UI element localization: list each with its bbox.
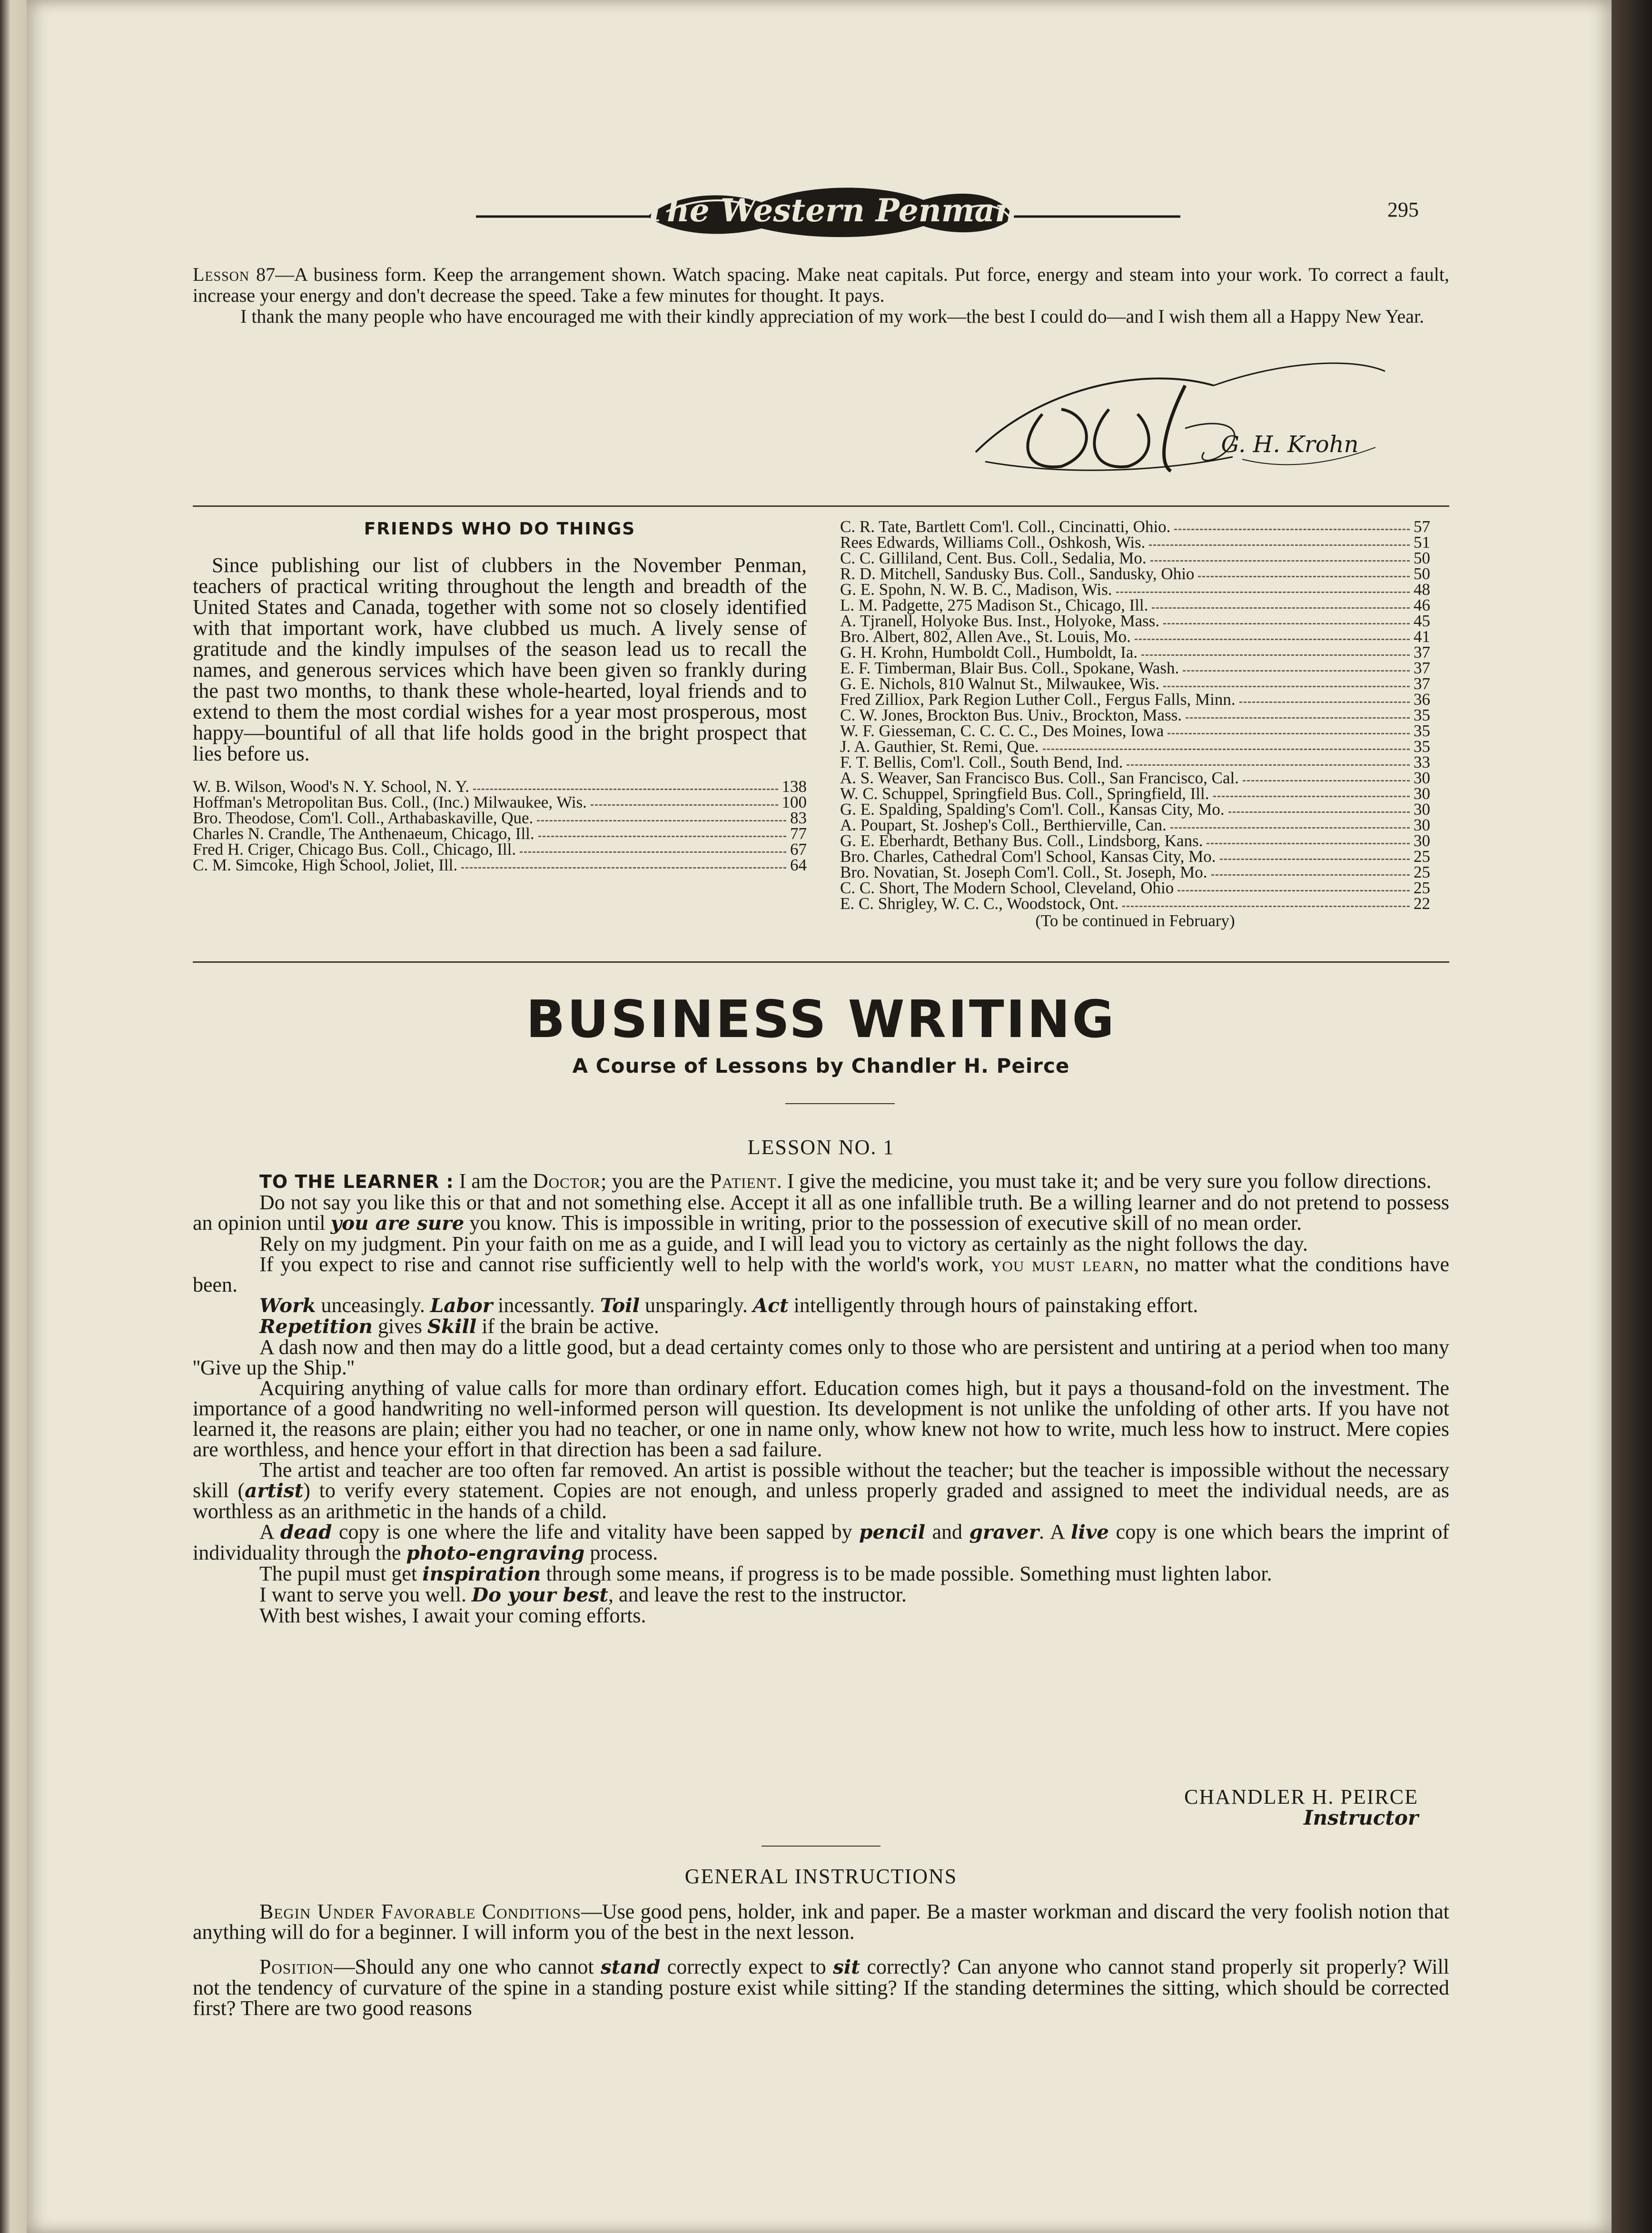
instructor-name: CHANDLER H. PEIRCE bbox=[1184, 1785, 1418, 1808]
list-item: L. M. Padgette, 275 Madison St., Chicago, Ill. 46 bbox=[840, 596, 1430, 614]
list-item: Rees Edwards, Williams Coll., Oshkosh, Wis. 51 bbox=[840, 533, 1430, 552]
paragraph-11: The pupil must get inspiration through some means, if progress is to be made possible. Something must lighten labor. bbox=[259, 1562, 1272, 1585]
list-item: C. W. Jones, Brockton Bus. Univ., Brockton, Mass. 35 bbox=[840, 706, 1430, 724]
lesson-body bbox=[193, 1171, 1449, 1626]
friends-paragraph: Since publishing our list of clubbers in the November Penman, teachers of practical writing throughout the length and breadth of the United States and Canada, together with some not so closely identified with that important work, have clubbed us much. A lively sense of gratitude and the kindly impulses of the season lead us to recall the names, and generous services which have been given so frankly during the past two months, to thank these whole-hearted, loyal friends and to extend to them the most cordial wishes for a year most prosperous, most happy—bountiful of all that life holds good in the bright prospect that lies before us. bbox=[193, 553, 807, 765]
short-rule bbox=[785, 1103, 895, 1104]
paragraph-10: A dead copy is one where the life and vitality have been sapped by pencil and graver. A live copy is one which bears the imprint of individuality through the photo-engraving process. bbox=[193, 1520, 1449, 1564]
divider-top bbox=[193, 505, 1449, 507]
list-item: Bro. Charles, Cathedral Com'l School, Kansas City, Mo. 25 bbox=[840, 847, 1430, 866]
lesson-label: Lesson bbox=[193, 264, 250, 285]
list-item: C. C. Gilliland, Cent. Bus. Coll., Sedalia, Mo. 50 bbox=[840, 549, 1430, 567]
list-item: Hoffman's Metropolitan Bus. Coll., (Inc.) Milwaukee, Wis. 100 bbox=[193, 793, 807, 811]
instructor-role: Instructor bbox=[1303, 1806, 1418, 1829]
lesson-87-text: 87—A business form. Keep the arrangement shown. Watch spacing. Make neat capitals. Put force, energy and steam into your work. To correct a fault, increase your energy and don't decrease the speed. Take a few minutes for thought. It pays. bbox=[193, 264, 1449, 306]
paragraph-8: Acquiring anything of value calls for more than ordinary effort. Education comes high, but it pays a thousand-fold on the investment. The importance of a good handwriting no well-informed person will question. Its development is not unlike the unfolding of other arts. If you have not learned it, the reasons are plain; either you had no teacher, or one in name only, whow knew not how to write, much less how to instruct. Mere copies are worthless, and hence your effort in that direction has been a sad failure. bbox=[193, 1376, 1449, 1461]
lesson-87-paragraph bbox=[193, 264, 1449, 306]
paragraph-3: Rely on my judgment. Pin your faith on me as a guide, and I will lead you to victory as certainly as the night follows the day. bbox=[259, 1232, 1308, 1255]
list-item: Bro. Novatian, St. Joseph Com'l. Coll., St. Joseph, Mo. 25 bbox=[840, 863, 1430, 881]
list-item: A. Poupart, St. Joshep's Coll., Berthierville, Can. 30 bbox=[840, 816, 1430, 834]
business-writing-title: BUSINESS WRITING bbox=[526, 990, 1116, 1049]
business-writing-subtitle: A Course of Lessons by Chandler H. Peirce bbox=[572, 1054, 1070, 1077]
paragraph-5: Work unceasingly. Labor incessantly. Toil unsparingly. Act intelligently through hours of painstaking effort. bbox=[259, 1294, 1198, 1317]
thanks-paragraph: I thank the many people who have encouraged me with their kindly appreciation of my work—the best I could do—and I wish them all a Happy New Year. bbox=[240, 306, 1424, 327]
list-item: C. C. Short, The Modern School, Cleveland, Ohio 25 bbox=[840, 879, 1430, 897]
page bbox=[27, 0, 1612, 2233]
list-item: E. C. Shrigley, W. C. C., Woodstock, Ont. 22 bbox=[840, 894, 1430, 913]
list-item: G. H. Krohn, Humboldt Coll., Humboldt, Ia. 37 bbox=[840, 643, 1430, 662]
friends-section bbox=[193, 519, 807, 873]
general-instructions-body bbox=[193, 1901, 1449, 2033]
list-item: R. D. Mitchell, Sandusky Bus. Coll., Sandusky, Ohio 50 bbox=[840, 564, 1430, 583]
list-item: G. E. Eberhardt, Bethany Bus. Coll., Lindsborg, Kans. 30 bbox=[840, 831, 1430, 850]
masthead-title: The Western Penman bbox=[643, 192, 1018, 229]
divider-middle bbox=[193, 961, 1449, 963]
list-item: C. R. Tate, Bartlett Com'l. Coll., Cincinatti, Ohio. 57 bbox=[840, 517, 1430, 536]
friends-heading: FRIENDS WHO DO THINGS bbox=[364, 519, 636, 539]
paragraph-4: If you expect to rise and cannot rise sufficiently well to help with the world's work, you must learn, no matter what the conditions have been. bbox=[193, 1253, 1449, 1296]
lesson-87-intro bbox=[193, 264, 1449, 327]
signature-text: G. H. Krohn bbox=[1221, 431, 1359, 458]
page-number: 295 bbox=[1387, 198, 1419, 221]
list-item: Bro. Albert, 802, Allen Ave., St. Louis, Mo. 41 bbox=[840, 627, 1430, 646]
general-instructions-title: GENERAL INSTRUCTIONS bbox=[684, 1865, 958, 1888]
list-item: F. T. Bellis, Com'l. Coll., South Bend, Ind. 33 bbox=[840, 753, 1430, 771]
list-item: E. F. Timberman, Blair Bus. Coll., Spokane, Wash. 37 bbox=[840, 659, 1430, 677]
paragraph-6: Repetition gives Skill if the brain be active. bbox=[259, 1314, 659, 1338]
list-item: Charles N. Crandle, The Anthenaeum, Chicago, Ill. 77 bbox=[193, 824, 807, 843]
paragraph-7: A dash now and then may do a little good, but a dead certainty comes only to those who are persistent and untiring at a period when too many ''Give up the Ship.'' bbox=[193, 1335, 1449, 1379]
lesson-number: LESSON NO. 1 bbox=[747, 1136, 895, 1159]
list-item: G. E. Nichols, 810 Walnut St., Milwaukee, Wis. 37 bbox=[840, 674, 1430, 693]
list-item: G. E. Spalding, Spalding's Com'l. Coll., Kansas City, Mo. 30 bbox=[840, 800, 1430, 819]
list-item: C. M. Simcoke, High School, Joliet, Ill. 64 bbox=[193, 856, 807, 874]
list-item: W. F. Giesseman, C. C. C. C., Des Moines, Iowa 35 bbox=[840, 721, 1430, 740]
paragraph-12: I want to serve you well. Do your best, and leave the rest to the instructor. bbox=[259, 1583, 907, 1606]
krohn-signature bbox=[947, 357, 1390, 485]
paragraph-learner: TO THE LEARNER : I am the Doctor; you are the Patient. I give the medicine, you must take it; and be very sure you follow directions. bbox=[259, 1169, 1432, 1193]
right-page-edge bbox=[1612, 0, 1652, 2233]
paragraph-2: Do not say you like this or that and not something else. Accept it all as one infallible truth. Be a willing learner and do not pretend to possess an opinion until you are sure you know. This is impossible in writing, prior to the possession of executive skill of no mean order. bbox=[193, 1191, 1449, 1235]
left-page-edge bbox=[0, 0, 27, 2233]
list-item: Fred Zilliox, Park Region Luther Coll., Fergus Falls, Minn. 36 bbox=[840, 690, 1430, 709]
instruction-favorable-conditions: Begin Under Favorable Conditions—Use good pens, holder, ink and paper. Be a master workman and discard the very foolish notion that anything will do for a beginner. I will inform you of the best in the next lesson. bbox=[193, 1900, 1449, 1944]
instruction-position: Position—Should any one who cannot stand correctly expect to sit correctly? Can anyone who cannot stand properly sit properly? Will not the tendency of curvature of the spine in a standing posture exist while sitting? If the standing determines the sitting, which should be corrected first? There are two good reasons bbox=[193, 1955, 1449, 2020]
masthead-logo bbox=[476, 183, 1180, 240]
list-item: G. E. Spohn, N. W. B. C., Madison, Wis. 48 bbox=[840, 580, 1430, 599]
list-item: Bro. Theodose, Com'l. Coll., Arthabaskaville, Que. 83 bbox=[193, 809, 807, 827]
clubbers-right-list bbox=[840, 519, 1430, 930]
continued-note: (To be continued in February) bbox=[1035, 911, 1235, 930]
paragraph-9: The artist and teacher are too often far removed. An artist is possible without the teacher; but the teacher is impossible without the necessary skill (artist) to verify every statement. Copies are not enough, and unless properly graded and assigned to meet the individual needs, are as worthless as an arithmetic in the hands of a child. bbox=[193, 1458, 1450, 1523]
list-item: Fred H. Criger, Chicago Bus. Coll., Chicago, Ill. 67 bbox=[193, 840, 807, 859]
paragraph-13: With best wishes, I await your coming efforts. bbox=[259, 1604, 646, 1627]
list-item: J. A. Gauthier, St. Remi, Que. 35 bbox=[840, 737, 1430, 756]
list-item: A. S. Weaver, San Francisco Bus. Coll., San Francisco, Cal. 30 bbox=[840, 769, 1430, 787]
list-item: W. C. Schuppel, Springfield Bus. Coll., Springfield, Ill. 30 bbox=[840, 784, 1430, 803]
short-rule-2 bbox=[762, 1846, 880, 1847]
clubbers-left-list bbox=[193, 779, 807, 873]
list-item: W. B. Wilson, Wood's N. Y. School, N. Y. 138 bbox=[193, 777, 807, 796]
list-item: A. Tjranell, Holyoke Bus. Inst., Holyoke, Mass. 45 bbox=[840, 612, 1430, 630]
